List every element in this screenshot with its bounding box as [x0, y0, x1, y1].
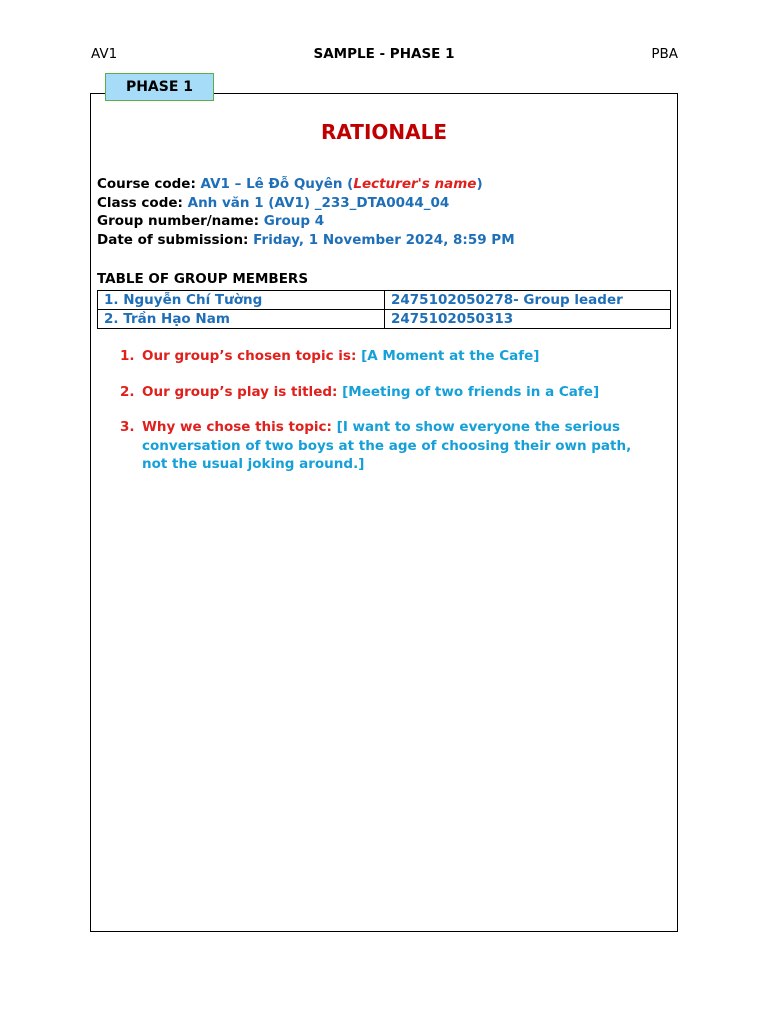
rationale-list — [120, 347, 660, 491]
item-answer: [A Moment at the Cafe] — [361, 348, 540, 364]
class-code-value: Anh văn 1 (AV1) _233_DTA0044_04 — [187, 194, 450, 211]
members-table — [97, 290, 671, 329]
group-label: Group number/name: — [97, 213, 264, 230]
member-id: 2475102050313 — [385, 310, 671, 329]
class-code-line — [97, 194, 515, 213]
item-number: 1. — [120, 348, 135, 364]
item-label: Our group’s play is titled: — [142, 383, 343, 400]
members-table-title: TABLE OF GROUP MEMBERS — [97, 271, 309, 287]
date-value: Friday, 1 November 2024, 8:59 PM — [253, 232, 515, 249]
table-row — [98, 291, 671, 310]
item-answer: [I want to show everyone the serious conversation of two boys at the age of choosing their own path, not the usual joking around.] — [142, 419, 632, 472]
course-code-value: AV1 – Lê Đỗ Quyên ( — [200, 176, 354, 192]
member-id: 2475102050278- Group leader — [385, 291, 671, 310]
date-label: Date of submission: — [97, 232, 254, 249]
member-name: 2. Trần Hạo Nam — [98, 310, 385, 329]
item-label: Why we chose this topic: — [142, 419, 337, 435]
course-info — [97, 175, 515, 250]
member-name: 1. Nguyễn Chí Tường — [98, 291, 385, 310]
list-item — [120, 418, 660, 474]
item-label: Our group’s chosen topic is: — [142, 348, 362, 364]
group-line — [97, 212, 515, 231]
course-code-line — [97, 175, 515, 194]
header-right: PBA — [651, 46, 678, 62]
date-line — [97, 231, 515, 250]
item-answer: [Meeting of two friends in a Cafe] — [342, 383, 600, 400]
phase-tab: PHASE 1 — [105, 73, 214, 101]
page-title: RATIONALE — [320, 120, 448, 144]
list-item — [120, 383, 660, 402]
header-left: AV1 — [91, 46, 118, 62]
list-item — [120, 347, 660, 366]
course-code-close: ) — [476, 176, 483, 192]
course-code-label: Course code: — [97, 176, 201, 192]
group-value: Group 4 — [263, 213, 325, 230]
lecturer-name-note: Lecturer's name — [353, 176, 477, 192]
item-number: 2. — [120, 383, 135, 400]
class-code-label: Class code: — [97, 194, 188, 211]
table-row — [98, 310, 671, 329]
item-number: 3. — [120, 419, 135, 435]
header-center: SAMPLE - PHASE 1 — [313, 46, 455, 62]
